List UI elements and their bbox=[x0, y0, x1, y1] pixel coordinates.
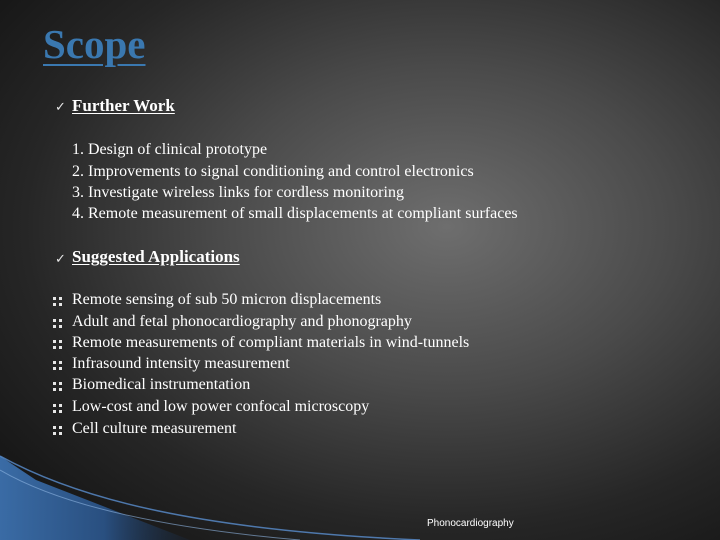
further-work-item: 1. Design of clinical prototype bbox=[72, 141, 268, 158]
checkmark-icon: ✓ bbox=[55, 100, 66, 115]
image-caption: Phonocardiography bbox=[427, 518, 514, 529]
further-work-heading: Further Work bbox=[72, 96, 175, 115]
application-text: Infrasound intensity measurement bbox=[72, 355, 290, 372]
application-text: Remote measurements of compliant materials in wind-tunnels bbox=[72, 334, 470, 351]
further-work-item: 2. Improvements to signal conditioning and control electronics bbox=[72, 163, 474, 180]
application-text: Low-cost and low power confocal microscopy bbox=[72, 398, 370, 415]
further-work-item: 4. Remote measurement of small displacements at compliant surfaces bbox=[72, 205, 518, 222]
checkmark-icon: ✓ bbox=[55, 252, 66, 267]
application-text: Adult and fetal phonocardiography and phonography bbox=[72, 313, 412, 330]
further-work-item: 3. Investigate wireless links for cordless monitoring bbox=[72, 184, 404, 201]
slide-title: Scope bbox=[43, 21, 146, 67]
suggested-applications-heading: Suggested Applications bbox=[72, 247, 240, 266]
application-text: Remote sensing of sub 50 micron displacements bbox=[72, 291, 382, 308]
application-text: Biomedical instrumentation bbox=[72, 376, 251, 393]
application-text: Cell culture measurement bbox=[72, 420, 237, 437]
